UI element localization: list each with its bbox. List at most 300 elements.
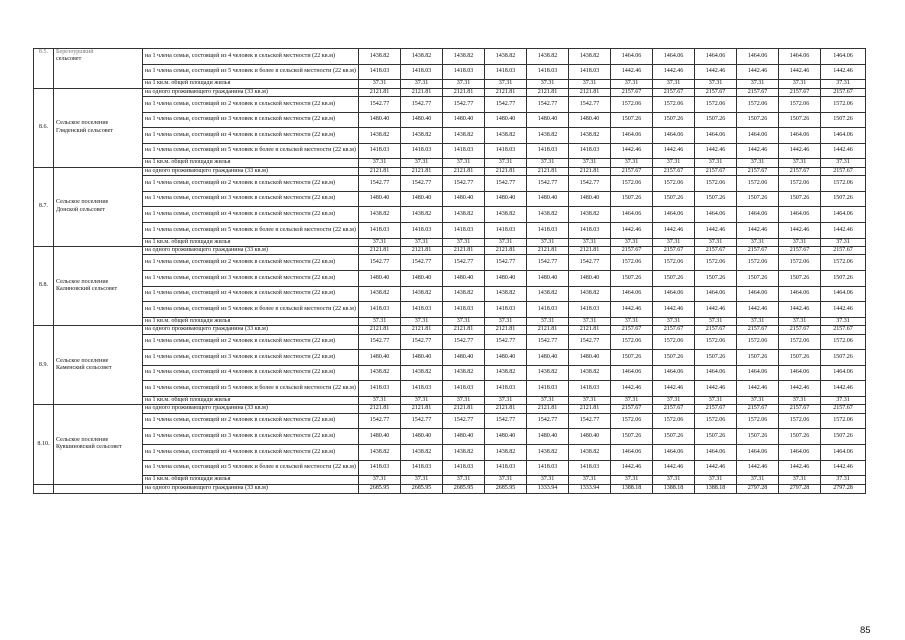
table-row <box>34 484 866 493</box>
value-cell: 1388.18 <box>611 484 653 493</box>
value-cell: 1464.06 <box>653 365 695 381</box>
table-row <box>34 246 866 254</box>
value-cell: 37.31 <box>695 80 737 88</box>
value-cell: 2157.67 <box>653 167 695 175</box>
value-cell: 1542.77 <box>443 413 485 429</box>
value-cell: 37.31 <box>737 238 779 246</box>
section-index-cell <box>34 484 54 493</box>
category-cell: на 1 члена семьи, состоящей из 2 человек в сельской местности (22 кв.м) <box>143 413 359 429</box>
value-cell: 1507.26 <box>695 429 737 445</box>
value-cell: 1418.03 <box>485 143 527 159</box>
category-cell: на 1 члена семьи, состоящей из 4 человек в сельской местности (22 кв.м) <box>143 286 359 302</box>
value-cell: 1464.06 <box>611 207 653 223</box>
value-cell: 1464.06 <box>737 128 779 144</box>
value-cell: 37.31 <box>443 476 485 484</box>
value-cell: 1572.06 <box>779 255 821 271</box>
table-row <box>34 286 866 302</box>
value-cell: 1480.40 <box>443 350 485 366</box>
value-cell: 2121.81 <box>569 88 611 96</box>
value-cell: 1507.26 <box>653 429 695 445</box>
settlement-name-line1: Березоуршкий <box>56 49 94 55</box>
value-cell: 2121.81 <box>401 326 443 334</box>
value-cell: 1418.03 <box>569 222 611 238</box>
value-cell: 1572.06 <box>653 413 695 429</box>
value-cell: 1442.46 <box>611 460 653 476</box>
value-cell: 2157.67 <box>779 405 821 413</box>
value-cell: 1507.26 <box>821 191 866 207</box>
value-cell: 1572.06 <box>779 176 821 192</box>
value-cell: 2157.67 <box>653 88 695 96</box>
value-cell: 37.31 <box>737 317 779 325</box>
value-cell: 1438.82 <box>359 365 401 381</box>
value-cell: 1464.06 <box>737 49 779 65</box>
value-cell: 1480.40 <box>359 270 401 286</box>
value-cell: 37.31 <box>695 317 737 325</box>
value-cell: 1507.26 <box>737 270 779 286</box>
category-cell: на 1 члена семьи, состоящей из 4 человек в сельской местности (22 кв.м) <box>143 49 359 65</box>
value-cell: 1507.26 <box>695 350 737 366</box>
value-cell: 1480.40 <box>401 350 443 366</box>
value-cell: 1542.77 <box>443 255 485 271</box>
value-cell: 1542.77 <box>401 334 443 350</box>
value-cell: 1542.77 <box>569 413 611 429</box>
section-index-cell: 8.8. <box>34 246 54 325</box>
value-cell: 1572.06 <box>737 255 779 271</box>
value-cell: 37.31 <box>653 159 695 167</box>
value-cell: 2157.67 <box>779 326 821 334</box>
value-cell: 1542.77 <box>569 255 611 271</box>
value-cell: 37.31 <box>401 476 443 484</box>
value-cell: 2157.67 <box>737 167 779 175</box>
value-cell: 1542.77 <box>485 97 527 113</box>
value-cell: 1572.06 <box>779 334 821 350</box>
value-cell: 1418.03 <box>485 222 527 238</box>
value-cell: 1507.26 <box>611 350 653 366</box>
value-cell: 1442.46 <box>737 222 779 238</box>
value-cell: 1442.46 <box>611 143 653 159</box>
value-cell: 1542.77 <box>527 97 569 113</box>
value-cell: 1418.03 <box>569 381 611 397</box>
settlement-name-cell <box>54 405 143 484</box>
value-cell: 37.31 <box>485 80 527 88</box>
value-cell: 2157.67 <box>611 167 653 175</box>
table-row <box>34 255 866 271</box>
section-index-cell: 8.10. <box>34 405 54 484</box>
table-row <box>34 207 866 223</box>
value-cell: 37.31 <box>569 476 611 484</box>
settlement-name-line2: Гляденский сельсовет <box>56 127 113 134</box>
value-cell: 1418.03 <box>443 302 485 318</box>
value-cell: 37.31 <box>779 159 821 167</box>
value-cell: 37.31 <box>653 238 695 246</box>
value-cell: 1442.46 <box>611 222 653 238</box>
value-cell: 1507.26 <box>821 112 866 128</box>
value-cell: 1507.26 <box>653 270 695 286</box>
value-cell: 2157.67 <box>737 246 779 254</box>
value-cell: 1507.26 <box>611 191 653 207</box>
table-row <box>34 444 866 460</box>
value-cell: 2797.28 <box>779 484 821 493</box>
value-cell: 2121.81 <box>359 405 401 413</box>
category-cell: на 1 члена семьи, состоящей из 4 человек в сельской местности (22 кв.м) <box>143 128 359 144</box>
value-cell: 2157.67 <box>821 88 866 96</box>
value-cell: 37.31 <box>821 159 866 167</box>
value-cell: 1438.82 <box>527 207 569 223</box>
value-cell: 1480.40 <box>359 429 401 445</box>
category-cell: на 1 члена семьи, состоящей из 4 человек в сельской местности (22 кв.м) <box>143 444 359 460</box>
value-cell: 2121.81 <box>401 167 443 175</box>
category-cell: на 1 кв.м. общей площади жилья <box>143 476 359 484</box>
value-cell: 1418.03 <box>443 222 485 238</box>
value-cell: 1442.46 <box>653 460 695 476</box>
value-cell: 37.31 <box>401 317 443 325</box>
category-cell: на 1 члена семьи, состоящей из 2 человек в сельской местности (22 кв.м) <box>143 97 359 113</box>
value-cell: 2157.67 <box>695 405 737 413</box>
table-row <box>34 167 866 175</box>
value-cell: 2121.81 <box>443 167 485 175</box>
value-cell: 1542.77 <box>443 334 485 350</box>
value-cell: 1464.06 <box>821 286 866 302</box>
category-cell: на 1 кв.м. общей площади жилья <box>143 238 359 246</box>
category-cell: на 1 члена семьи, состоящей из 4 человек в сельской местности (22 кв.м) <box>143 365 359 381</box>
category-cell: на 1 члена семьи, состоящей из 2 человек в сельской местности (22 кв.м) <box>143 176 359 192</box>
settlement-name-cell <box>54 167 143 246</box>
value-cell: 2157.67 <box>779 88 821 96</box>
value-cell: 1442.46 <box>611 302 653 318</box>
value-cell: 1572.06 <box>737 413 779 429</box>
section-index-cell: 8.7. <box>34 167 54 246</box>
category-cell: на 1 члена семьи, состоящей из 5 человек и более в сельской местности (22 кв.м) <box>143 302 359 318</box>
value-cell: 1418.03 <box>443 460 485 476</box>
value-cell: 1464.06 <box>695 365 737 381</box>
value-cell: 1542.77 <box>527 334 569 350</box>
settlement-name-line1: Сельское поселение <box>56 437 109 444</box>
value-cell: 1480.40 <box>359 350 401 366</box>
value-cell: 1572.06 <box>653 255 695 271</box>
value-cell: 1438.82 <box>443 444 485 460</box>
value-cell: 1442.46 <box>821 143 866 159</box>
value-cell: 1438.82 <box>527 49 569 65</box>
tariff-table <box>33 48 866 494</box>
category-cell: на 1 члена семьи, состоящей из 3 человек в сельской местности (22 кв.м) <box>143 112 359 128</box>
value-cell: 1464.06 <box>821 444 866 460</box>
value-cell: 1442.46 <box>611 64 653 80</box>
value-cell: 2121.81 <box>359 246 401 254</box>
category-cell: на 1 члена семьи, состоящей из 5 человек и более в сельской местности (22 кв.м) <box>143 143 359 159</box>
table-row <box>34 270 866 286</box>
category-cell: на 1 члена семьи, состоящей из 5 человек и более в сельской местности (22 кв.м) <box>143 64 359 80</box>
settlement-name-line2: сельсовет <box>56 56 82 63</box>
value-cell: 37.31 <box>443 238 485 246</box>
value-cell: 37.31 <box>359 238 401 246</box>
category-cell: на одного проживающего гражданина (33 кв.м) <box>143 88 359 96</box>
value-cell: 1572.06 <box>695 255 737 271</box>
value-cell: 37.31 <box>821 80 866 88</box>
table-row <box>34 413 866 429</box>
value-cell: 1572.06 <box>653 334 695 350</box>
value-cell: 2121.81 <box>359 167 401 175</box>
value-cell: 1480.40 <box>569 112 611 128</box>
table-row <box>34 97 866 113</box>
value-cell: 1418.03 <box>401 302 443 318</box>
value-cell: 1480.40 <box>401 429 443 445</box>
value-cell: 1442.46 <box>779 222 821 238</box>
value-cell: 37.31 <box>485 317 527 325</box>
category-cell: на 1 кв.м. общей площади жилья <box>143 159 359 167</box>
value-cell: 1442.46 <box>821 460 866 476</box>
value-cell: 37.31 <box>779 476 821 484</box>
value-cell: 2157.67 <box>653 246 695 254</box>
value-cell: 1507.26 <box>821 270 866 286</box>
value-cell: 1442.46 <box>737 460 779 476</box>
category-cell: на 1 члена семьи, состоящей из 5 человек и более в сельской местности (22 кв.м) <box>143 460 359 476</box>
value-cell: 2121.81 <box>443 246 485 254</box>
value-cell: 1442.46 <box>779 143 821 159</box>
value-cell: 2157.67 <box>737 405 779 413</box>
value-cell: 1438.82 <box>401 49 443 65</box>
value-cell: 1418.03 <box>359 64 401 80</box>
value-cell: 1464.06 <box>821 365 866 381</box>
value-cell: 37.31 <box>569 159 611 167</box>
value-cell: 2121.81 <box>485 167 527 175</box>
value-cell: 2685.95 <box>359 484 401 493</box>
value-cell: 1442.46 <box>653 302 695 318</box>
section-index-cell: 8.9. <box>34 326 54 405</box>
value-cell: 1418.03 <box>485 381 527 397</box>
table-row <box>34 238 866 246</box>
value-cell: 1418.03 <box>527 381 569 397</box>
value-cell: 37.31 <box>821 396 866 404</box>
value-cell: 1507.26 <box>821 429 866 445</box>
category-cell: на одного проживающего гражданина (33 кв.м) <box>143 484 359 493</box>
value-cell: 1480.40 <box>401 112 443 128</box>
table-row <box>34 88 866 96</box>
value-cell: 1464.06 <box>653 128 695 144</box>
value-cell: 37.31 <box>821 238 866 246</box>
value-cell: 1572.06 <box>695 176 737 192</box>
value-cell: 1480.40 <box>527 270 569 286</box>
value-cell: 1442.46 <box>737 143 779 159</box>
settlement-name-cell <box>54 484 143 493</box>
value-cell: 2121.81 <box>527 167 569 175</box>
value-cell: 37.31 <box>821 476 866 484</box>
value-cell: 37.31 <box>359 396 401 404</box>
value-cell: 1418.03 <box>527 302 569 318</box>
value-cell: 1572.06 <box>653 176 695 192</box>
value-cell: 2157.67 <box>821 405 866 413</box>
value-cell: 2121.81 <box>527 246 569 254</box>
settlement-name-line2: Каменский сельсовет <box>56 365 112 372</box>
value-cell: 37.31 <box>779 238 821 246</box>
value-cell: 37.31 <box>779 396 821 404</box>
value-cell: 1438.82 <box>569 128 611 144</box>
value-cell: 37.31 <box>485 159 527 167</box>
value-cell: 2121.81 <box>443 405 485 413</box>
value-cell: 37.31 <box>569 80 611 88</box>
value-cell: 1480.40 <box>527 350 569 366</box>
value-cell: 1572.06 <box>821 176 866 192</box>
value-cell: 1438.82 <box>527 444 569 460</box>
value-cell: 1418.03 <box>359 222 401 238</box>
value-cell: 1418.03 <box>527 64 569 80</box>
value-cell: 37.31 <box>779 80 821 88</box>
value-cell: 2121.81 <box>485 405 527 413</box>
value-cell: 1418.03 <box>401 222 443 238</box>
value-cell: 1418.03 <box>359 143 401 159</box>
value-cell: 2157.67 <box>611 246 653 254</box>
value-cell: 2157.67 <box>611 88 653 96</box>
value-cell: 1442.46 <box>821 381 866 397</box>
value-cell: 2157.67 <box>737 326 779 334</box>
value-cell: 1442.46 <box>779 64 821 80</box>
value-cell: 1418.03 <box>569 302 611 318</box>
value-cell: 1464.06 <box>779 49 821 65</box>
value-cell: 37.31 <box>779 317 821 325</box>
value-cell: 1418.03 <box>569 143 611 159</box>
value-cell: 1418.03 <box>485 64 527 80</box>
value-cell: 1438.82 <box>359 444 401 460</box>
value-cell: 1542.77 <box>527 176 569 192</box>
value-cell: 1438.82 <box>569 207 611 223</box>
value-cell: 1418.03 <box>401 64 443 80</box>
value-cell: 1507.26 <box>611 270 653 286</box>
value-cell: 1572.06 <box>779 97 821 113</box>
value-cell: 1542.77 <box>527 413 569 429</box>
value-cell: 1464.06 <box>779 128 821 144</box>
table-row <box>34 112 866 128</box>
value-cell: 1418.03 <box>401 143 443 159</box>
value-cell: 1480.40 <box>527 191 569 207</box>
value-cell: 1542.77 <box>485 413 527 429</box>
table-row <box>34 159 866 167</box>
value-cell: 37.31 <box>443 159 485 167</box>
value-cell: 37.31 <box>653 476 695 484</box>
value-cell: 37.31 <box>569 396 611 404</box>
value-cell: 1542.77 <box>485 334 527 350</box>
value-cell: 1507.26 <box>695 191 737 207</box>
value-cell: 1507.26 <box>779 112 821 128</box>
value-cell: 1464.06 <box>737 286 779 302</box>
value-cell: 37.31 <box>611 80 653 88</box>
value-cell: 1480.40 <box>359 112 401 128</box>
value-cell: 1542.77 <box>527 255 569 271</box>
value-cell: 1438.82 <box>485 207 527 223</box>
value-cell: 37.31 <box>653 317 695 325</box>
value-cell: 1542.77 <box>401 176 443 192</box>
value-cell: 2121.81 <box>401 405 443 413</box>
value-cell: 2121.81 <box>527 405 569 413</box>
value-cell: 1572.06 <box>611 334 653 350</box>
value-cell: 1572.06 <box>821 334 866 350</box>
category-cell: на одного проживающего гражданина (33 кв.м) <box>143 405 359 413</box>
value-cell: 1464.06 <box>779 444 821 460</box>
table-row <box>34 191 866 207</box>
category-cell: на 1 члена семьи, состоящей из 4 человек в сельской местности (22 кв.м) <box>143 207 359 223</box>
value-cell: 1480.40 <box>401 191 443 207</box>
value-cell: 2157.67 <box>653 405 695 413</box>
value-cell: 1442.46 <box>695 302 737 318</box>
category-cell: на одного проживающего гражданина (33 кв.м) <box>143 167 359 175</box>
category-cell: на 1 члена семьи, состоящей из 3 человек в сельской местности (22 кв.м) <box>143 191 359 207</box>
value-cell: 2157.67 <box>695 326 737 334</box>
value-cell: 1542.77 <box>401 97 443 113</box>
table-row <box>34 476 866 484</box>
category-cell: на 1 члена семьи, состоящей из 5 человек и более в сельской местности (22 кв.м) <box>143 381 359 397</box>
value-cell: 1542.77 <box>359 97 401 113</box>
value-cell: 37.31 <box>737 476 779 484</box>
value-cell: 1507.26 <box>611 112 653 128</box>
value-cell: 1464.06 <box>653 444 695 460</box>
value-cell: 37.31 <box>527 238 569 246</box>
value-cell: 1442.46 <box>611 381 653 397</box>
value-cell: 1507.26 <box>779 270 821 286</box>
value-cell: 1542.77 <box>359 255 401 271</box>
value-cell: 1572.06 <box>611 97 653 113</box>
value-cell: 1442.46 <box>779 381 821 397</box>
value-cell: 2157.67 <box>611 405 653 413</box>
value-cell: 2797.28 <box>821 484 866 493</box>
value-cell: 1464.06 <box>737 207 779 223</box>
value-cell: 1418.03 <box>359 381 401 397</box>
value-cell: 1442.46 <box>821 222 866 238</box>
value-cell: 1507.26 <box>611 429 653 445</box>
value-cell: 1442.46 <box>737 64 779 80</box>
value-cell: 37.31 <box>653 396 695 404</box>
value-cell: 1572.06 <box>611 413 653 429</box>
value-cell: 37.31 <box>359 476 401 484</box>
value-cell: 2797.28 <box>737 484 779 493</box>
value-cell: 1418.03 <box>443 381 485 397</box>
value-cell: 2121.81 <box>401 88 443 96</box>
value-cell: 1542.77 <box>569 97 611 113</box>
value-cell: 1542.77 <box>569 176 611 192</box>
value-cell: 1442.46 <box>695 460 737 476</box>
value-cell: 1464.06 <box>779 286 821 302</box>
value-cell: 37.31 <box>443 396 485 404</box>
value-cell: 1418.03 <box>359 460 401 476</box>
value-cell: 1438.82 <box>359 49 401 65</box>
value-cell: 1438.82 <box>485 286 527 302</box>
value-cell: 1464.06 <box>695 444 737 460</box>
value-cell: 1438.82 <box>569 286 611 302</box>
value-cell: 2121.81 <box>569 326 611 334</box>
value-cell: 2121.81 <box>485 88 527 96</box>
value-cell: 1442.46 <box>695 222 737 238</box>
value-cell: 1480.40 <box>569 191 611 207</box>
value-cell: 1507.26 <box>779 191 821 207</box>
value-cell: 1442.46 <box>779 460 821 476</box>
value-cell: 1542.77 <box>443 97 485 113</box>
settlement-name-line1: Сельское поселение <box>56 278 109 285</box>
value-cell: 37.31 <box>737 396 779 404</box>
value-cell: 37.31 <box>485 238 527 246</box>
value-cell: 37.31 <box>695 396 737 404</box>
value-cell: 1572.06 <box>695 334 737 350</box>
value-cell: 2157.67 <box>821 326 866 334</box>
value-cell: 37.31 <box>527 396 569 404</box>
value-cell: 1542.77 <box>401 255 443 271</box>
value-cell: 2121.81 <box>401 246 443 254</box>
value-cell: 1507.26 <box>695 112 737 128</box>
value-cell: 2121.81 <box>569 167 611 175</box>
table-row <box>34 143 866 159</box>
value-cell: 1464.06 <box>779 365 821 381</box>
value-cell: 2157.67 <box>695 167 737 175</box>
value-cell: 1507.26 <box>695 270 737 286</box>
value-cell: 2121.81 <box>527 326 569 334</box>
category-cell: на 1 кв.м. общей площади жилья <box>143 80 359 88</box>
value-cell: 1442.46 <box>821 64 866 80</box>
